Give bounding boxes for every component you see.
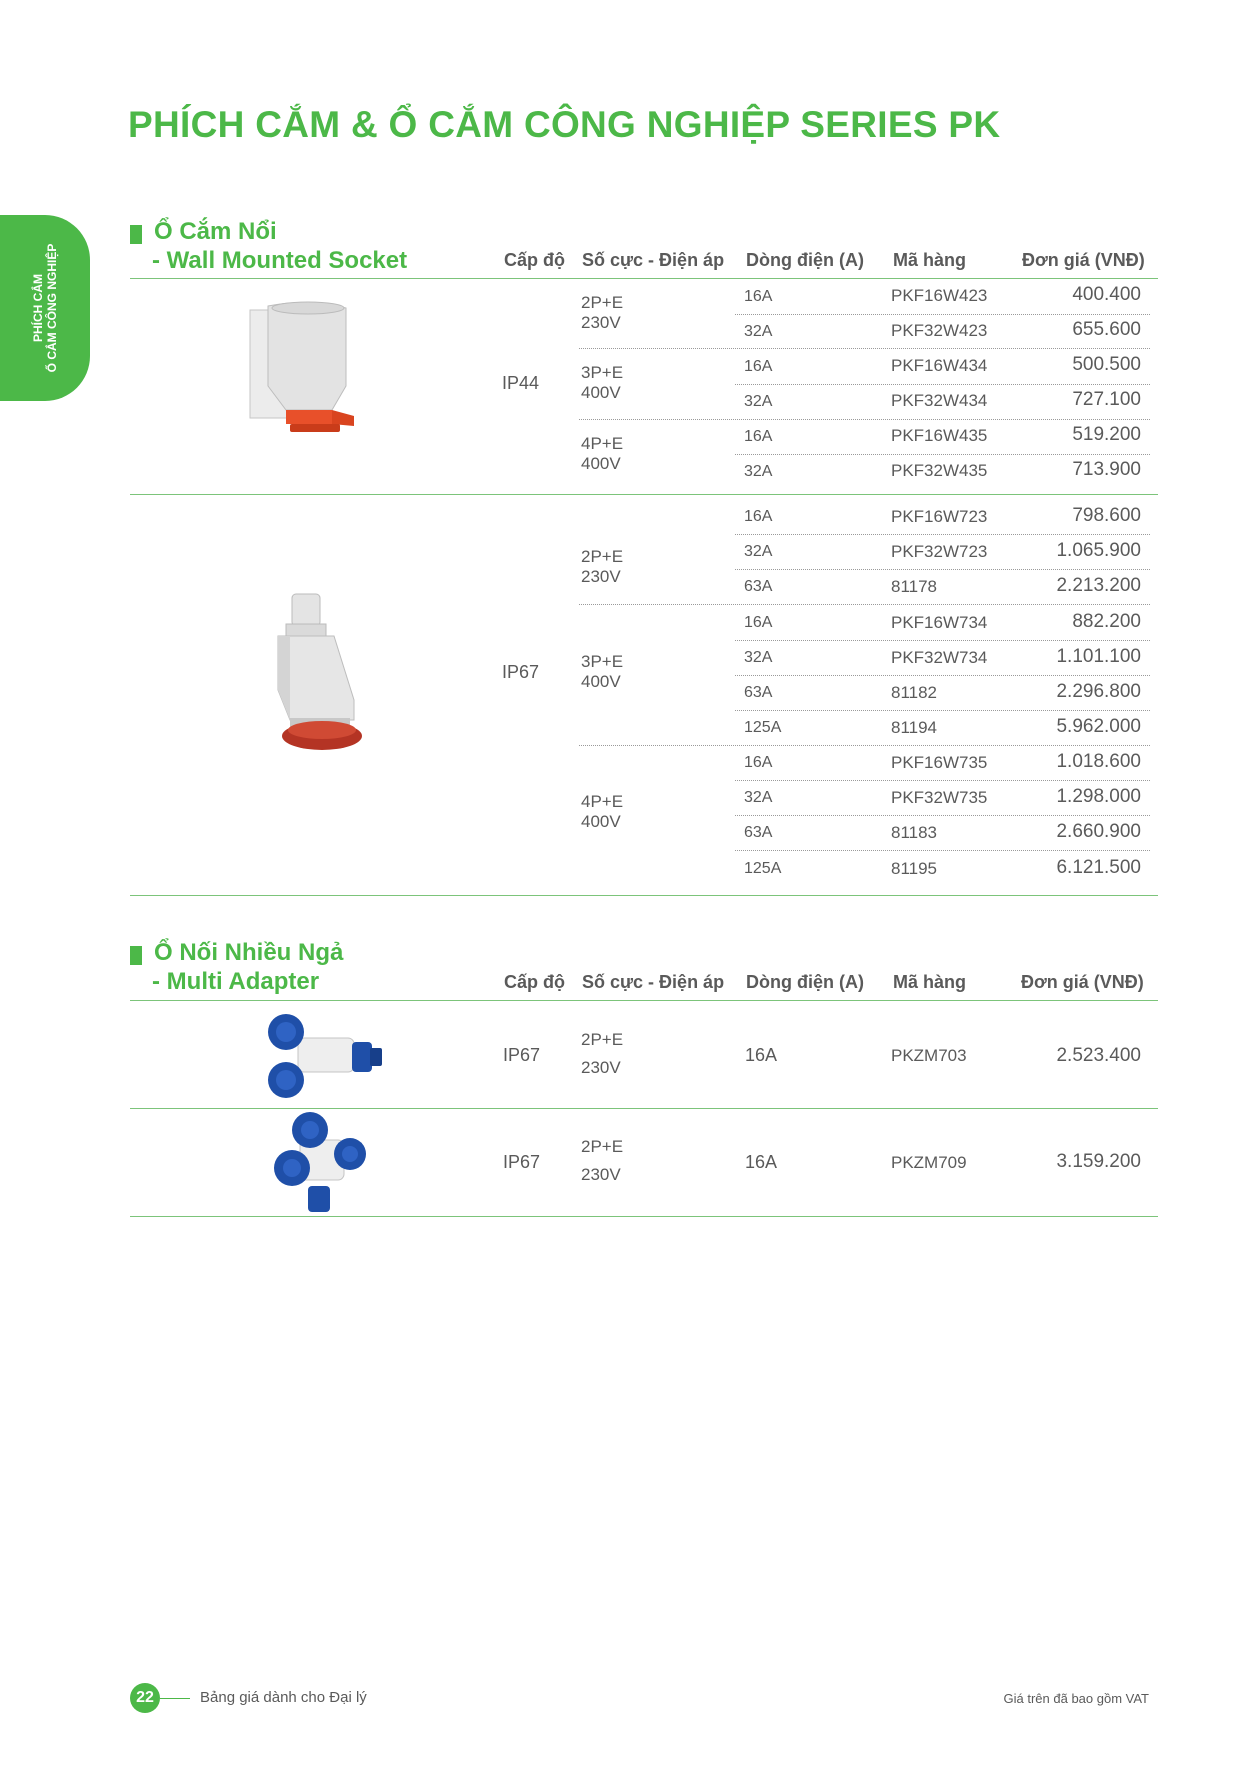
col-code: Mã hàng <box>893 250 967 270</box>
wall-socket-ip44-image <box>246 298 366 448</box>
side-tab-line1: PHÍCH CẮM <box>31 274 45 342</box>
page-number: 22 <box>130 1683 160 1713</box>
multi-adapter-title: Ổ Nối Nhiều Ngả <box>154 939 344 966</box>
side-tab-line2: Ổ CẮM CÔNG NGHIỆP <box>45 243 59 373</box>
grade-cell: IP67 <box>502 662 540 682</box>
current-cell: 63A <box>744 684 773 701</box>
code-cell: PKF32W735 <box>891 788 988 807</box>
row-divider <box>735 815 1150 816</box>
current-cell: 32A <box>744 393 773 410</box>
col-poles: Số cực - Điện áp <box>582 250 725 270</box>
code-cell: 81182 <box>891 683 938 702</box>
page-title: PHÍCH CẮM & Ổ CẮM CÔNG NGHIỆP SERIES PK <box>128 104 1001 145</box>
price-cell: 519.200 <box>1072 424 1141 445</box>
price-cell: 2.213.200 <box>1056 575 1141 596</box>
section-marker <box>130 225 142 244</box>
row-divider <box>735 675 1150 676</box>
current-cell: 16A <box>745 1045 778 1065</box>
current-cell: 32A <box>744 323 773 340</box>
code-cell: 81195 <box>891 859 938 878</box>
row-divider <box>735 454 1150 455</box>
header-rule <box>130 1000 1158 1001</box>
code-cell: PKZM703 <box>891 1046 967 1065</box>
current-cell: 16A <box>745 1152 778 1172</box>
row-divider <box>579 348 1150 349</box>
current-cell: 63A <box>744 578 773 595</box>
price-cell: 1.065.900 <box>1056 540 1141 561</box>
code-cell: PKF16W423 <box>891 286 988 305</box>
poles-cell: 4P+E 400V <box>581 434 624 473</box>
multi-adapter-pkzm703-image <box>262 1010 386 1107</box>
col-current: Dòng điện (A) <box>746 972 864 992</box>
price-cell: 1.101.100 <box>1056 646 1141 667</box>
poles-cell: 3P+E 400V <box>581 363 624 402</box>
col-current: Dòng điện (A) <box>746 250 864 270</box>
current-cell: 16A <box>744 358 773 375</box>
current-cell: 125A <box>744 860 782 877</box>
code-cell: PKZM709 <box>891 1153 967 1172</box>
grade-cell: IP67 <box>503 1152 541 1172</box>
section-end-rule <box>130 1216 1158 1217</box>
current-cell: 125A <box>744 719 782 736</box>
current-cell: 32A <box>744 463 773 480</box>
code-cell: PKF16W734 <box>891 613 988 632</box>
grade-cell: IP44 <box>502 373 540 393</box>
col-poles: Số cực - Điện áp <box>582 972 725 992</box>
row-divider <box>735 710 1150 711</box>
current-cell: 32A <box>744 649 773 666</box>
row-divider <box>579 419 1150 420</box>
footer-rule <box>160 1698 190 1699</box>
footer-left-text: Bảng giá dành cho Đại lý <box>200 1689 367 1706</box>
price-cell: 6.121.500 <box>1056 857 1141 878</box>
price-cell: 727.100 <box>1072 389 1141 410</box>
wall-socket-title: Ổ Cắm Nổi <box>154 218 277 245</box>
row-divider <box>735 534 1150 535</box>
code-cell: 81178 <box>891 577 938 596</box>
multi-adapter-pkzm709-image <box>270 1110 370 1221</box>
price-cell: 2.660.900 <box>1056 821 1141 842</box>
price-cell: 1.018.600 <box>1056 751 1141 772</box>
poles-cell: 4P+E 400V <box>581 792 624 831</box>
price-cell: 2.296.800 <box>1056 681 1141 702</box>
col-code: Mã hàng <box>893 972 967 992</box>
code-cell: PKF32W434 <box>891 391 988 410</box>
group-rule <box>130 494 1158 495</box>
row-divider <box>735 314 1150 315</box>
code-cell: PKF32W423 <box>891 321 988 340</box>
code-cell: PKF16W723 <box>891 507 988 526</box>
price-cell: 3.159.200 <box>1056 1151 1141 1172</box>
price-cell: 5.962.000 <box>1056 716 1141 737</box>
wall-socket-ip67-image <box>270 590 370 760</box>
header-rule <box>130 278 1158 279</box>
col-price: Đơn giá (VNĐ) <box>1022 250 1145 270</box>
code-cell: 81183 <box>891 823 938 842</box>
current-cell: 16A <box>744 428 773 445</box>
row-rule <box>130 1108 1158 1109</box>
wall-socket-subtitle: - Wall Mounted Socket <box>152 247 408 274</box>
poles-cell: 2P+E 230V <box>581 1030 624 1077</box>
poles-cell: 2P+E 230V <box>581 1137 624 1184</box>
current-cell: 16A <box>744 288 773 305</box>
code-cell: PKF16W735 <box>891 753 988 772</box>
current-cell: 16A <box>744 754 773 771</box>
current-cell: 16A <box>744 508 773 525</box>
current-cell: 16A <box>744 614 773 631</box>
footer-right-text: Giá trên đã bao gồm VAT <box>1003 1691 1149 1706</box>
section-end-rule <box>130 895 1158 896</box>
col-grade: Cấp độ <box>504 250 565 270</box>
price-cell: 655.600 <box>1072 319 1141 340</box>
section-marker <box>130 946 142 965</box>
current-cell: 63A <box>744 824 773 841</box>
row-divider <box>735 384 1150 385</box>
price-cell: 1.298.000 <box>1056 786 1141 807</box>
code-cell: PKF16W435 <box>891 426 988 445</box>
row-divider <box>579 745 1150 746</box>
side-tab <box>0 215 90 401</box>
grade-cell: IP67 <box>503 1045 541 1065</box>
price-cell: 713.900 <box>1072 459 1141 480</box>
col-price: Đơn giá (VNĐ) <box>1021 972 1144 992</box>
row-divider <box>579 604 1150 605</box>
row-divider <box>735 850 1150 851</box>
code-cell: PKF32W734 <box>891 648 988 667</box>
multi-adapter-subtitle: - Multi Adapter <box>152 968 320 995</box>
row-divider <box>735 780 1150 781</box>
price-cell: 2.523.400 <box>1056 1045 1141 1066</box>
price-cell: 798.600 <box>1072 505 1141 526</box>
current-cell: 32A <box>744 789 773 806</box>
code-cell: PKF32W435 <box>891 461 988 480</box>
price-cell: 400.400 <box>1072 284 1141 305</box>
poles-cell: 3P+E 400V <box>581 652 624 691</box>
row-divider <box>735 569 1150 570</box>
code-cell: 81194 <box>891 718 938 737</box>
poles-cell: 2P+E 230V <box>581 293 624 332</box>
code-cell: PKF32W723 <box>891 542 988 561</box>
row-divider <box>735 640 1150 641</box>
price-cell: 882.200 <box>1072 611 1141 632</box>
current-cell: 32A <box>744 543 773 560</box>
col-grade: Cấp độ <box>504 972 565 992</box>
code-cell: PKF16W434 <box>891 356 988 375</box>
poles-cell: 2P+E 230V <box>581 547 624 586</box>
price-cell: 500.500 <box>1072 354 1141 375</box>
